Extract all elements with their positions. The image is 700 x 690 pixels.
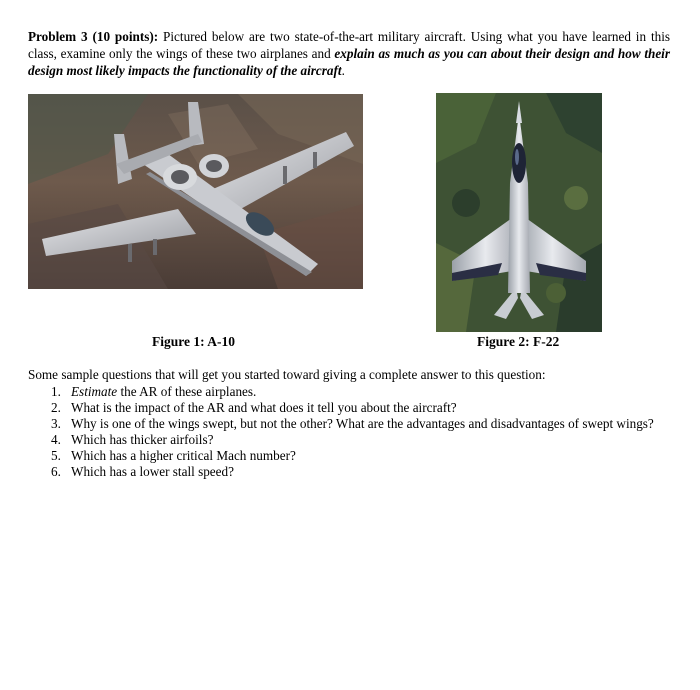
question-text: Why is one of the wings swept, but not the other? What are the advantages and disadvantages of swept wings?: [71, 416, 654, 431]
question-text: the AR of these airplanes.: [117, 384, 257, 399]
list-item: [28, 416, 670, 432]
question-text: Which has a lower stall speed?: [71, 464, 234, 479]
question-italic: Estimate: [71, 384, 118, 399]
question-number: 1.: [51, 384, 61, 399]
question-text: Which has thicker airfoils?: [71, 432, 214, 447]
question-number: 5.: [51, 448, 61, 463]
question-list: [28, 384, 670, 480]
figure-1-image: [28, 94, 363, 289]
question-number: 6.: [51, 464, 61, 479]
figure-2-caption: Figure 2: F-22: [477, 334, 560, 349]
question-text: Which has a higher critical Mach number?: [71, 448, 296, 463]
problem-statement: [28, 28, 670, 79]
problem-emphasis: explain as much as you can about their design and how their design most likely impacts the functionality of the aircraft: [28, 46, 670, 78]
list-item: [28, 464, 670, 480]
question-number: 2.: [51, 400, 61, 415]
question-text: What is the impact of the AR and what does it tell you about the aircraft?: [71, 400, 457, 415]
intro-text: Some sample questions that will get you started toward giving a complete answer to this question:: [28, 367, 546, 382]
list-item: [28, 432, 670, 448]
list-item: [28, 448, 670, 464]
problem-end: .: [341, 63, 345, 78]
question-number: 3.: [51, 416, 61, 431]
f22-aircraft-photo: [436, 93, 602, 332]
problem-text: Pictured below are two state-of-the-art military aircraft. Using what you have learned in this class, examine only the wings of these two airplanes and: [28, 29, 670, 61]
problem-label: Problem 3 (10 points):: [28, 29, 159, 44]
list-item: [28, 400, 670, 416]
figure-1-caption: Figure 1: A-10: [152, 334, 235, 349]
a10-aircraft-photo: [28, 94, 363, 289]
question-number: 4.: [51, 432, 61, 447]
list-item: [28, 384, 670, 400]
figure-2-image: [436, 93, 602, 332]
